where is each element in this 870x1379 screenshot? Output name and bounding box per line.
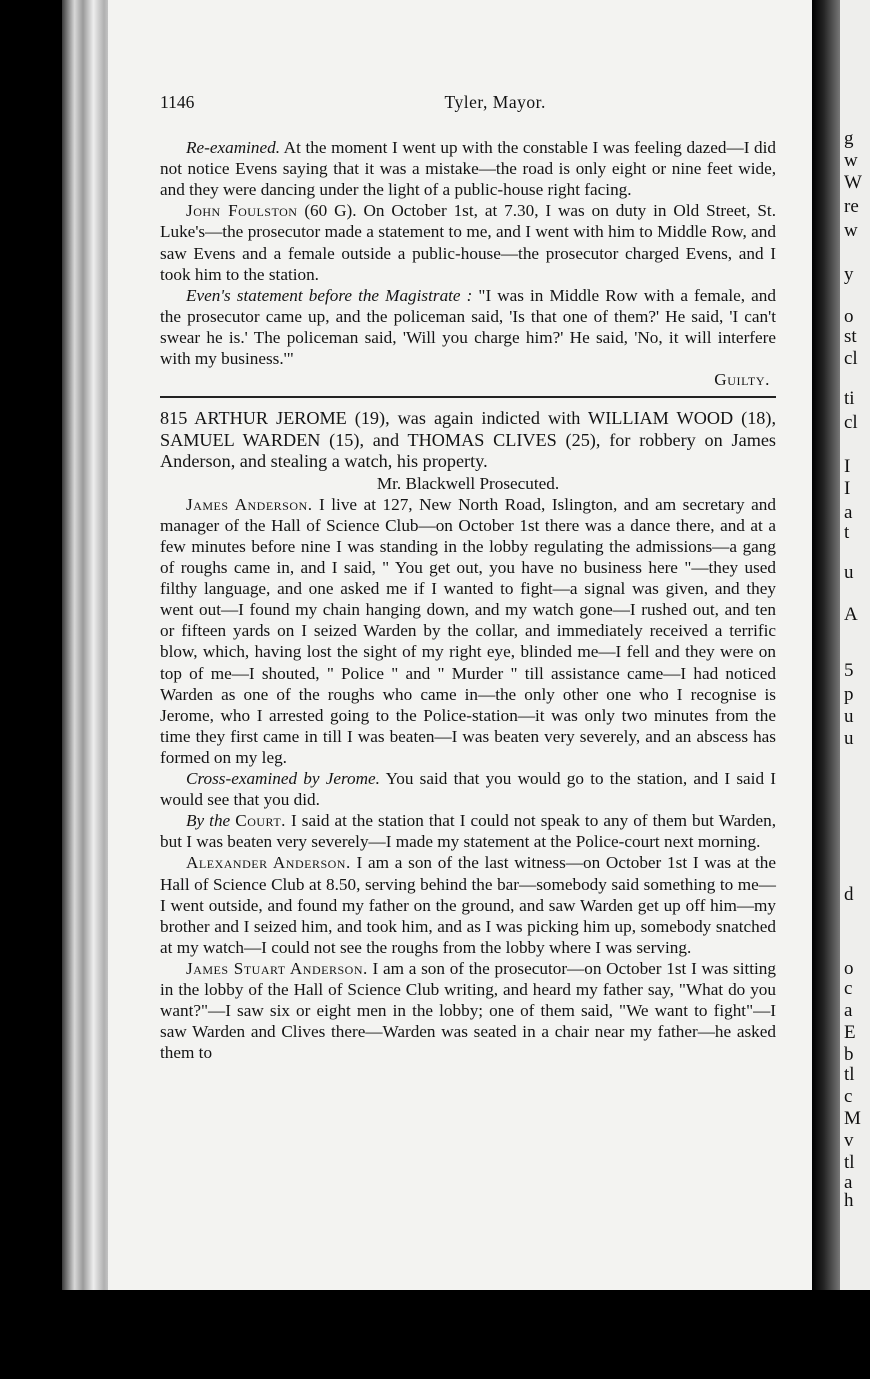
witness-name: James Anderson. (186, 494, 313, 514)
facing-page-fragment: c (844, 1086, 853, 1107)
facing-page-fragment: M (844, 1108, 861, 1129)
paragraph-body: I am a son of the last witness—on October 1st I was at the Hall of Science Club at 8.50, serving behind the bar—somebody said something to me—I went outside, and found my father on the ground, and saw Warden get up off him—my brother and I seized him, and took him, and as I was picking him up, somebody snatched at my watch—I could not see the roughs from the lobby where I was serving. (160, 853, 776, 957)
facing-page-fragment: o (844, 958, 854, 979)
paragraph-body: At the moment I went up with the constable I was feeling dazed—I did not notice Evens saying that it was a mistake—the road is only eight or nine feet wide, and they were dancing under the light of a public-house right facing. (160, 138, 776, 200)
facing-page-fragment: h (844, 1190, 854, 1211)
paragraph-by-the-court (160, 810, 776, 852)
counsel-line: Mr. Blackwell Prosecuted. (376, 473, 560, 493)
paragraph-lead-court: Court. (235, 811, 286, 831)
paragraph-body: "I was in Middle Row with a female, and the prosecutor came up, and the policeman said, 'Is that one of them?' He said, 'I can't swear he is.' The policeman said, 'Will you charge him?' He said, 'No, it will interfere with my business.'" (160, 285, 776, 369)
facing-page-fragment: E (844, 1022, 856, 1043)
paragraph-body: You said that you would go to the station, and I said I would see that you did. (160, 769, 776, 810)
facing-page-fragment: tl (844, 1152, 855, 1173)
running-title: Tyler, Mayor. (444, 92, 546, 112)
paragraph-foulston (160, 200, 776, 284)
facing-page-fragment: v (844, 1130, 854, 1151)
paragraph-alexander-anderson (160, 852, 776, 957)
witness-name: John Foulston (186, 201, 298, 221)
facing-page-fragment: c (844, 978, 853, 999)
facing-page-fragment: u (844, 562, 854, 583)
page-text (160, 92, 776, 1063)
facing-page-fragment: a (844, 1172, 853, 1193)
facing-page-fragment: w (844, 150, 858, 171)
facing-page-fragment: cl (844, 348, 858, 369)
facing-page-fragment: w (844, 220, 858, 241)
facing-page-fragment: tl (844, 1064, 855, 1085)
paragraph-reexamined (160, 137, 776, 200)
witness-name: Alexander Anderson. (186, 853, 351, 873)
paragraph-lead: Even's statement before the Magistrate : (186, 285, 473, 305)
paragraph-james-anderson (160, 494, 776, 768)
facing-page-fragment: p (844, 684, 854, 705)
paragraph-body: I live at 127, New North Road, Islington, and am secretary and manager of the Hall of Science Club—on October 1st there was a dance there, and at a few minutes before nine I was standing in the lobby regulating the admissions—a gang of roughs came in, and I said, " You get out, you have no business here "—they used filthy language, and one asked me if I wanted to fight—a signal was given, and they went out—I found my chain hanging down, and my watch gone—I rushed out, and ten or fifteen yards on I seized Warden by the collar, and immediately received a terrific blow, which, having lost the sight of my right eye, blinded me—I fell and they were on top of me—I shouted, " Police " and " Murder " till assistance came—I had noticed Warden as one of the roughs who came in—the only other one who I recognise is Jerome, who I arrested going to the Police-station—it was only two minutes from the time they first came in till I was beaten—I was beaten very severely, and an abscess has formed on my leg. (160, 494, 776, 767)
facing-page-edge (840, 0, 870, 1290)
paragraph-statement (160, 285, 776, 369)
facing-page-fragment: A (844, 604, 858, 625)
facing-page-fragment: cl (844, 412, 858, 433)
running-header (160, 92, 776, 113)
verdict: Guilty. (714, 370, 770, 390)
facing-page-fragment: re (844, 196, 859, 217)
facing-page-fragment: ti (844, 388, 855, 409)
facing-page-fragment: I (844, 478, 851, 499)
facing-page-fragment: g (844, 128, 854, 149)
paragraph-lead: Re-examined. (186, 138, 281, 158)
facing-page-fragment: o (844, 306, 854, 327)
facing-page-fragment: d (844, 884, 854, 905)
page-number: 1146 (160, 92, 195, 112)
facing-page-fragment: u (844, 728, 854, 749)
facing-page-fragment: b (844, 1044, 854, 1065)
paragraph-lead: Cross-examined by Jerome. (186, 769, 380, 789)
facing-page-fragment: W (844, 172, 862, 193)
book-gutter (812, 0, 840, 1290)
facing-page-fragment: u (844, 706, 854, 727)
paragraph-body: (60 G). On October 1st, at 7.30, I was on duty in Old Street, St. Luke's—the prosecutor made a statement to me, and I went with him to Middle Row, and saw Evens and a female outside a public-house—the prosecutor charged Evens, and I took him to the station. (160, 201, 776, 284)
facing-page-fragment: 5 (844, 660, 854, 681)
paragraph-body: I am a son of the prosecutor—on October 1st I was sitting in the lobby of the Hall of Science Club writing, and heard my father say, "What do you want?"—I saw six or eight men in the lobby; one of them said, "We want to fight"—I saw Warden and Clives there—Warden was seated in a chair near my father—he asked them to (160, 958, 776, 1063)
section-divider (160, 396, 776, 398)
paragraph-body: I said at the station that I could not speak to any of them but Warden, but I was beaten very severely—I made my statement at the Police-court next morning. (160, 811, 776, 852)
facing-page-fragment: I (844, 456, 851, 477)
facing-page-fragment: a (844, 502, 853, 523)
facing-page-fragment: t (844, 522, 850, 543)
paragraph-cross-examined (160, 768, 776, 810)
witness-name: James Stuart Anderson. (186, 958, 368, 978)
scan-shadow (0, 1290, 870, 1379)
facing-page-fragment: a (844, 1000, 853, 1021)
case-heading: 815 ARTHUR JEROME (19), was again indicted with WILLIAM WOOD (18), SAMUEL WARDEN (15), and THOMAS CLIVES (25), for robbery on James Anderson, and stealing a watch, his property. (160, 408, 776, 472)
facing-page-fragment: st (844, 326, 857, 347)
paragraph-lead: By the (186, 811, 231, 831)
paragraph-james-stuart-anderson (160, 958, 776, 1063)
facing-page-fragment: y (844, 264, 854, 285)
